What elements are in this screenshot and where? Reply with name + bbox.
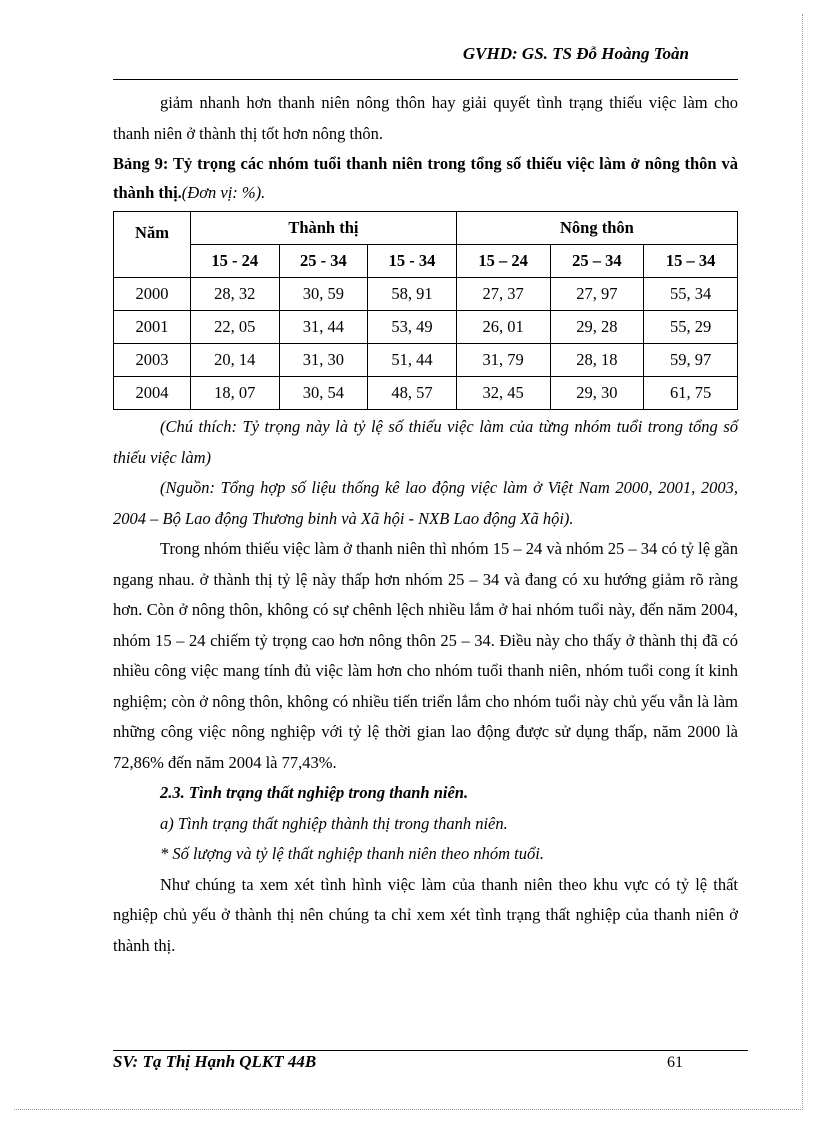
- year-cell: 2001: [114, 311, 191, 344]
- table-row: [114, 344, 738, 377]
- table-row: [114, 278, 738, 311]
- table-caption-title: Bảng 9: Tỷ trọng các nhóm tuổi thanh niên trong tổng số thiếu việc làm ở nông thôn và thành thị.: [113, 154, 738, 202]
- group-header-urban: Thành thị: [191, 212, 457, 245]
- subheader-cell: 15 - 24: [191, 245, 280, 278]
- value-cell: 28, 18: [550, 344, 644, 377]
- table-row: [114, 377, 738, 410]
- subheader-cell: 25 - 34: [279, 245, 368, 278]
- table-note: (Chú thích: Tỷ trọng này là tỷ lệ số thiếu việc làm của từng nhóm tuổi trong tổng số thiếu việc làm): [113, 417, 738, 467]
- value-cell: 53, 49: [368, 311, 457, 344]
- footer-author: SV: Tạ Thị Hạnh QLKT 44B: [113, 1052, 317, 1071]
- table-caption: [113, 149, 738, 207]
- value-cell: 32, 45: [456, 377, 550, 410]
- page-content: [113, 88, 738, 961]
- value-cell: 28, 32: [191, 278, 280, 311]
- value-cell: 58, 91: [368, 278, 457, 311]
- subsection-heading: a) Tình trạng thất nghiệp thành thị trong thanh niên.: [160, 813, 508, 833]
- table-caption-unit: (Đơn vị: %).: [181, 183, 266, 202]
- value-cell: 30, 59: [279, 278, 368, 311]
- value-cell: 59, 97: [644, 344, 738, 377]
- group-header-rural: Nông thôn: [456, 212, 737, 245]
- year-header: Năm: [114, 212, 191, 278]
- table-header-row: [114, 212, 738, 245]
- footer-rule: [113, 1050, 748, 1051]
- value-cell: 48, 57: [368, 377, 457, 410]
- value-cell: 26, 01: [456, 311, 550, 344]
- bullet-heading: * Số lượng và tỷ lệ thất nghiệp thanh niên theo nhóm tuổi.: [160, 844, 544, 863]
- value-cell: 27, 97: [550, 278, 644, 311]
- value-cell: 20, 14: [191, 344, 280, 377]
- value-cell: 55, 29: [644, 311, 738, 344]
- subheader-cell: 15 - 34: [368, 245, 457, 278]
- table-row: [114, 311, 738, 344]
- year-cell: 2004: [114, 377, 191, 410]
- subheader-cell: 25 – 34: [550, 245, 644, 278]
- value-cell: 55, 34: [644, 278, 738, 311]
- value-cell: 31, 30: [279, 344, 368, 377]
- value-cell: 29, 28: [550, 311, 644, 344]
- table-source: (Nguồn: Tổng hợp số liệu thống kê lao động việc làm ở Việt Nam 2000, 2001, 2003, 2004 – Bộ Lao động Thương binh và Xã hội - NXB Lao động Xã hội).: [113, 478, 738, 528]
- paragraph-closing: Như chúng ta xem xét tình hình việc làm của thanh niên theo khu vực có tỷ lệ thất nghiệp chủ yếu ở thành thị nên chúng ta chỉ xem xét tình trạng thất nghiệp của thanh niên ở thành thị.: [113, 874, 738, 955]
- value-cell: 51, 44: [368, 344, 457, 377]
- value-cell: 27, 37: [456, 278, 550, 311]
- subheader-cell: 15 – 24: [456, 245, 550, 278]
- value-cell: 61, 75: [644, 377, 738, 410]
- year-cell: 2000: [114, 278, 191, 311]
- running-header: GVHD: GS. TS Đỗ Hoàng Toàn: [462, 44, 689, 63]
- header-rule: [113, 79, 738, 80]
- subheader-cell: 15 – 34: [644, 245, 738, 278]
- paragraph-intro: giảm nhanh hơn thanh niên nông thôn hay giải quyết tình trạng thiếu việc làm cho thanh niên ở thành thị tốt hơn nông thôn.: [113, 93, 738, 143]
- value-cell: 30, 54: [279, 377, 368, 410]
- paragraph-analysis: Trong nhóm thiếu việc làm ở thanh niên thì nhóm 15 – 24 và nhóm 25 – 34 có tỷ lệ gần ngang nhau. ở thành thị tỷ lệ này thấp hơn nhóm 25 – 34 và đang có xu hướng giảm rõ ràng hơn. Còn ở nông thôn, không có sự chênh lệch nhiều lắm ở hai nhóm tuổi này, đến năm 2004, nhóm 15 – 24 chiếm tỷ trọng cao hơn nông thôn 25 – 34. Điều này cho thấy ở thành thị đã có nhiều công việc mang tính đủ việc làm hơn cho nhóm tuổi thanh niên, nhóm tuổi cong ít kinh nghiệm; còn ở nông thôn, không có nhiều tiến triển lắm cho nhóm tuổi này chủ yếu vẫn là làm những công việc nông nghiệp với tỷ lệ thời gian lao động được sử dụng thấp, năm 2000 là 72,86% đến năm 2004 là 77,43%.: [113, 539, 738, 772]
- page-number: 61: [667, 1054, 683, 1071]
- data-table: [113, 211, 738, 410]
- value-cell: 31, 79: [456, 344, 550, 377]
- value-cell: 18, 07: [191, 377, 280, 410]
- table-subheader-row: [114, 245, 738, 278]
- value-cell: 29, 30: [550, 377, 644, 410]
- value-cell: 31, 44: [279, 311, 368, 344]
- value-cell: 22, 05: [191, 311, 280, 344]
- year-cell: 2003: [114, 344, 191, 377]
- section-heading: 2.3. Tình trạng thất nghiệp trong thanh niên.: [160, 783, 469, 802]
